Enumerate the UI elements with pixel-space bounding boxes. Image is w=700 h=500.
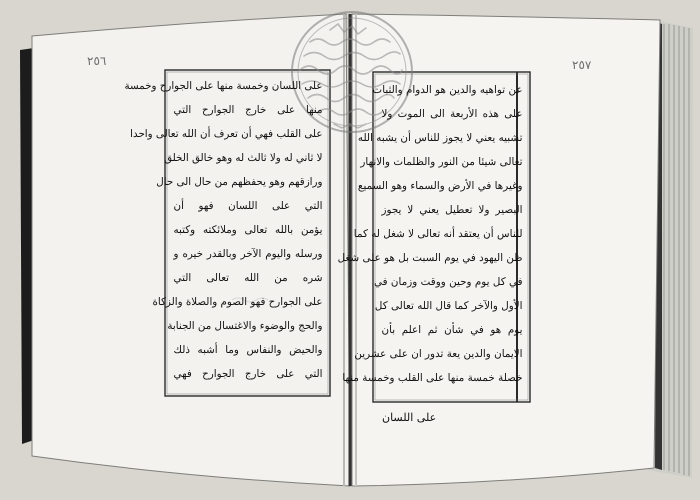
text-line: على الجوارح فهو الصوم والصلاة والزكاة (152, 296, 323, 308)
text-line: ظن اليهود في يوم السبت بل هو على شغل (337, 252, 523, 264)
text-line: والحيض والنفاس وما أشبه ذلك (173, 344, 323, 356)
text-line: وغيرها في الأرض والسماء وهو السميع (357, 180, 523, 192)
text-line: تعالى شيئا من النور والظلمات والانهار (360, 156, 523, 168)
text-line: في كل يوم وحين ووقت وزمان في (374, 276, 523, 288)
text-line: لا ثاني له ولا ثالث له وهو خالق الخلق (164, 152, 323, 164)
text-line: والحج والوضوء والاغتسال من الجنابة (167, 320, 323, 332)
right-page-text (337, 80, 524, 396)
text-line: الأول والآخر كما قال الله تعالى كل (374, 300, 523, 312)
text-line: للناس أن يعتقد أنه تعالى لا شغل له كما (353, 228, 523, 240)
left-page-text (124, 76, 324, 392)
text-line: عن تواهيه والدين هو الدوام والثبات (372, 84, 523, 96)
right-folio-number: ٢٥٧ (572, 58, 592, 72)
text-line: ورازقهم وهو يحفظهم من حال الى حال (156, 176, 323, 188)
text-line: الايمان والدين يعة تدور ان على عشرين (354, 348, 523, 360)
text-line: شره من الله تعالى التي (173, 272, 323, 284)
text-line: منها على خارج الجوارح التي (173, 104, 323, 116)
text-line: التي على خارج الجوارح فهي (173, 368, 323, 380)
text-line: يوم هو في شأن ثم اعلم بأن (381, 324, 523, 336)
catchword: على اللسان (382, 411, 437, 424)
text-line: على القلب فهي أن تعرف أن الله تعالى واحدا (130, 128, 323, 140)
left-folio-number: ٢٥٦ (87, 54, 107, 68)
text-line: على اللسان وخمسة منها على الجوارح وخمسة (124, 80, 323, 92)
text-line: على هذه الأربعة الى الموت ولا (381, 108, 523, 120)
text-line: خصلة خمسة منها على القلب وخمسة منها (342, 372, 523, 384)
text-line: البصير ولا تعطيل يعني لا يجوز (381, 204, 523, 216)
text-line: التي على اللسان فهو أن (173, 200, 323, 212)
text-line: يؤمن بالله تعالى وملائكته وكتبه (173, 224, 323, 236)
text-line: ورسله واليوم الآخر وبالقدر خيره و (173, 248, 323, 260)
text-line: تشبيه يعني لا يجوز للناس أن يشبه الله (357, 132, 523, 144)
